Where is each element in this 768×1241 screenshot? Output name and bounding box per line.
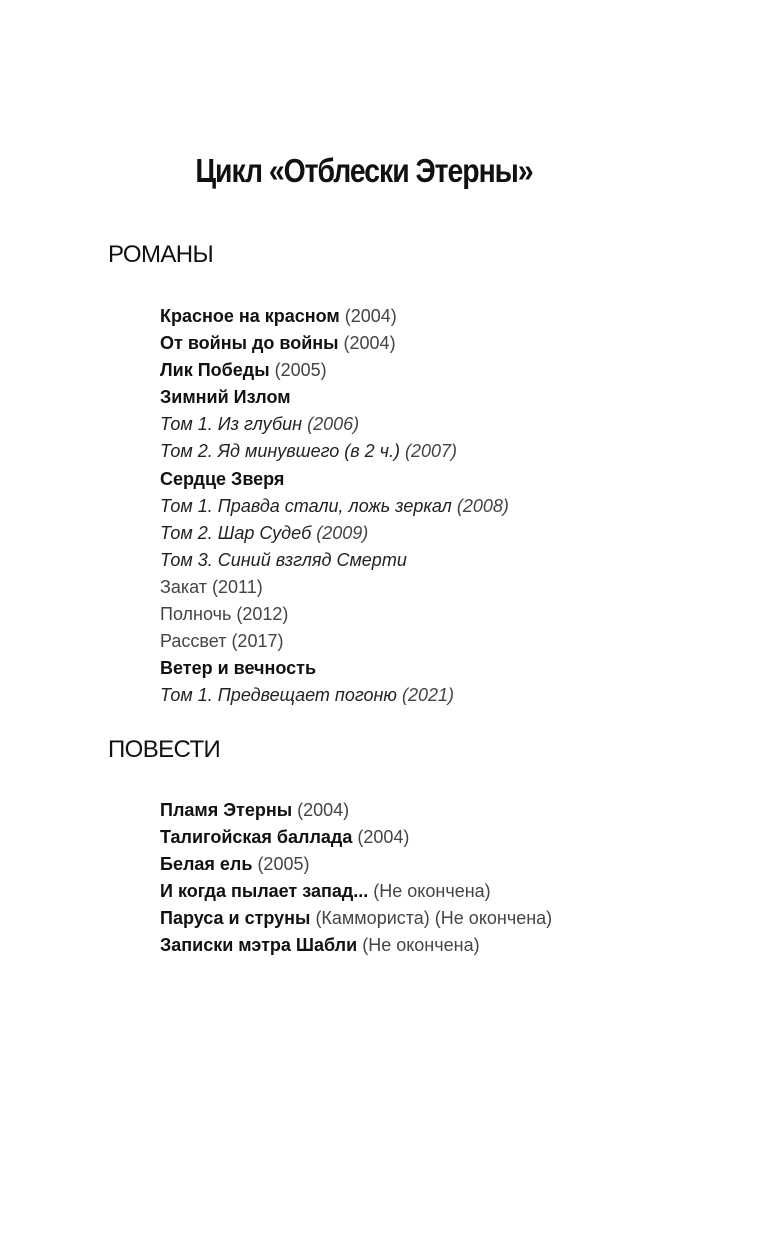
list-item <box>160 357 509 384</box>
book-status: (Каммориста) (Не окончена) <box>315 908 553 929</box>
novels-list <box>160 303 509 709</box>
list-item <box>160 932 552 959</box>
volume-title: Том 2. Шар Судеб <box>160 522 312 543</box>
book-title: Паруса и струны <box>160 908 311 929</box>
series-title: Сердце Зверя <box>160 468 285 489</box>
book-year: (2006) <box>307 414 360 435</box>
list-item <box>160 547 509 574</box>
list-item <box>160 466 509 493</box>
book-status: (Не окончена) <box>362 935 480 956</box>
section-heading-novels: РОМАНЫ <box>108 241 214 268</box>
page-title: Цикл «Отблески Этерны» <box>195 152 533 189</box>
book-title: Пламя Этерны <box>160 800 293 820</box>
list-item <box>160 878 552 905</box>
book-title: Красное на красном <box>160 306 340 326</box>
book-title: От войны до войны <box>160 333 339 354</box>
list-item <box>160 851 552 878</box>
list-item <box>160 303 509 330</box>
novellas-list <box>160 797 552 960</box>
volume-title: Том 1. Предвещает погоню <box>160 685 397 706</box>
book-year: (2005) <box>274 360 327 381</box>
book-title: Рассвет (2017) <box>160 631 284 652</box>
volume-title: Том 1. Правда стали, ложь зеркал <box>160 495 452 516</box>
book-year: (2005) <box>257 854 310 875</box>
list-item <box>160 797 552 824</box>
section-heading-novellas: ПОВЕСТИ <box>108 736 221 763</box>
book-year: (2004) <box>357 827 410 848</box>
book-year: (2004) <box>297 800 350 820</box>
volume-title: Том 1. Из глубин <box>160 414 303 435</box>
list-item <box>160 574 509 601</box>
book-title: Лик Победы <box>160 360 270 381</box>
list-item <box>160 384 509 411</box>
series-title: Ветер и вечность <box>160 658 317 679</box>
book-status: (Не окончена) <box>373 881 491 902</box>
book-year: (2008) <box>456 495 509 516</box>
list-item <box>160 493 509 520</box>
series-title: Зимний Излом <box>160 387 291 408</box>
book-title: Талигойская баллада <box>160 827 353 848</box>
volume-title: Том 3. Синий взгляд Смерти <box>160 549 407 570</box>
list-item <box>160 655 509 682</box>
book-year: (2004) <box>343 333 396 354</box>
list-item <box>160 601 509 628</box>
book-title: Записки мэтра Шабли <box>160 935 358 956</box>
book-title: И когда пылает запад... <box>160 881 369 902</box>
list-item <box>160 438 509 465</box>
list-item <box>160 682 509 709</box>
book-year: (2009) <box>316 522 369 543</box>
list-item <box>160 330 509 357</box>
list-item <box>160 905 552 932</box>
book-year: (2021) <box>401 685 455 706</box>
list-item <box>160 628 509 655</box>
list-item <box>160 520 509 547</box>
list-item <box>160 411 509 438</box>
book-title: Полночь (2012) <box>160 604 289 625</box>
list-item <box>160 824 552 851</box>
book-year: (2007) <box>405 441 458 462</box>
book-title: Белая ель <box>160 854 253 875</box>
volume-title: Том 2. Яд минувшего (в 2 ч.) <box>160 441 400 462</box>
book-year: (2004) <box>344 306 397 326</box>
book-title: Закат (2011) <box>160 576 263 597</box>
